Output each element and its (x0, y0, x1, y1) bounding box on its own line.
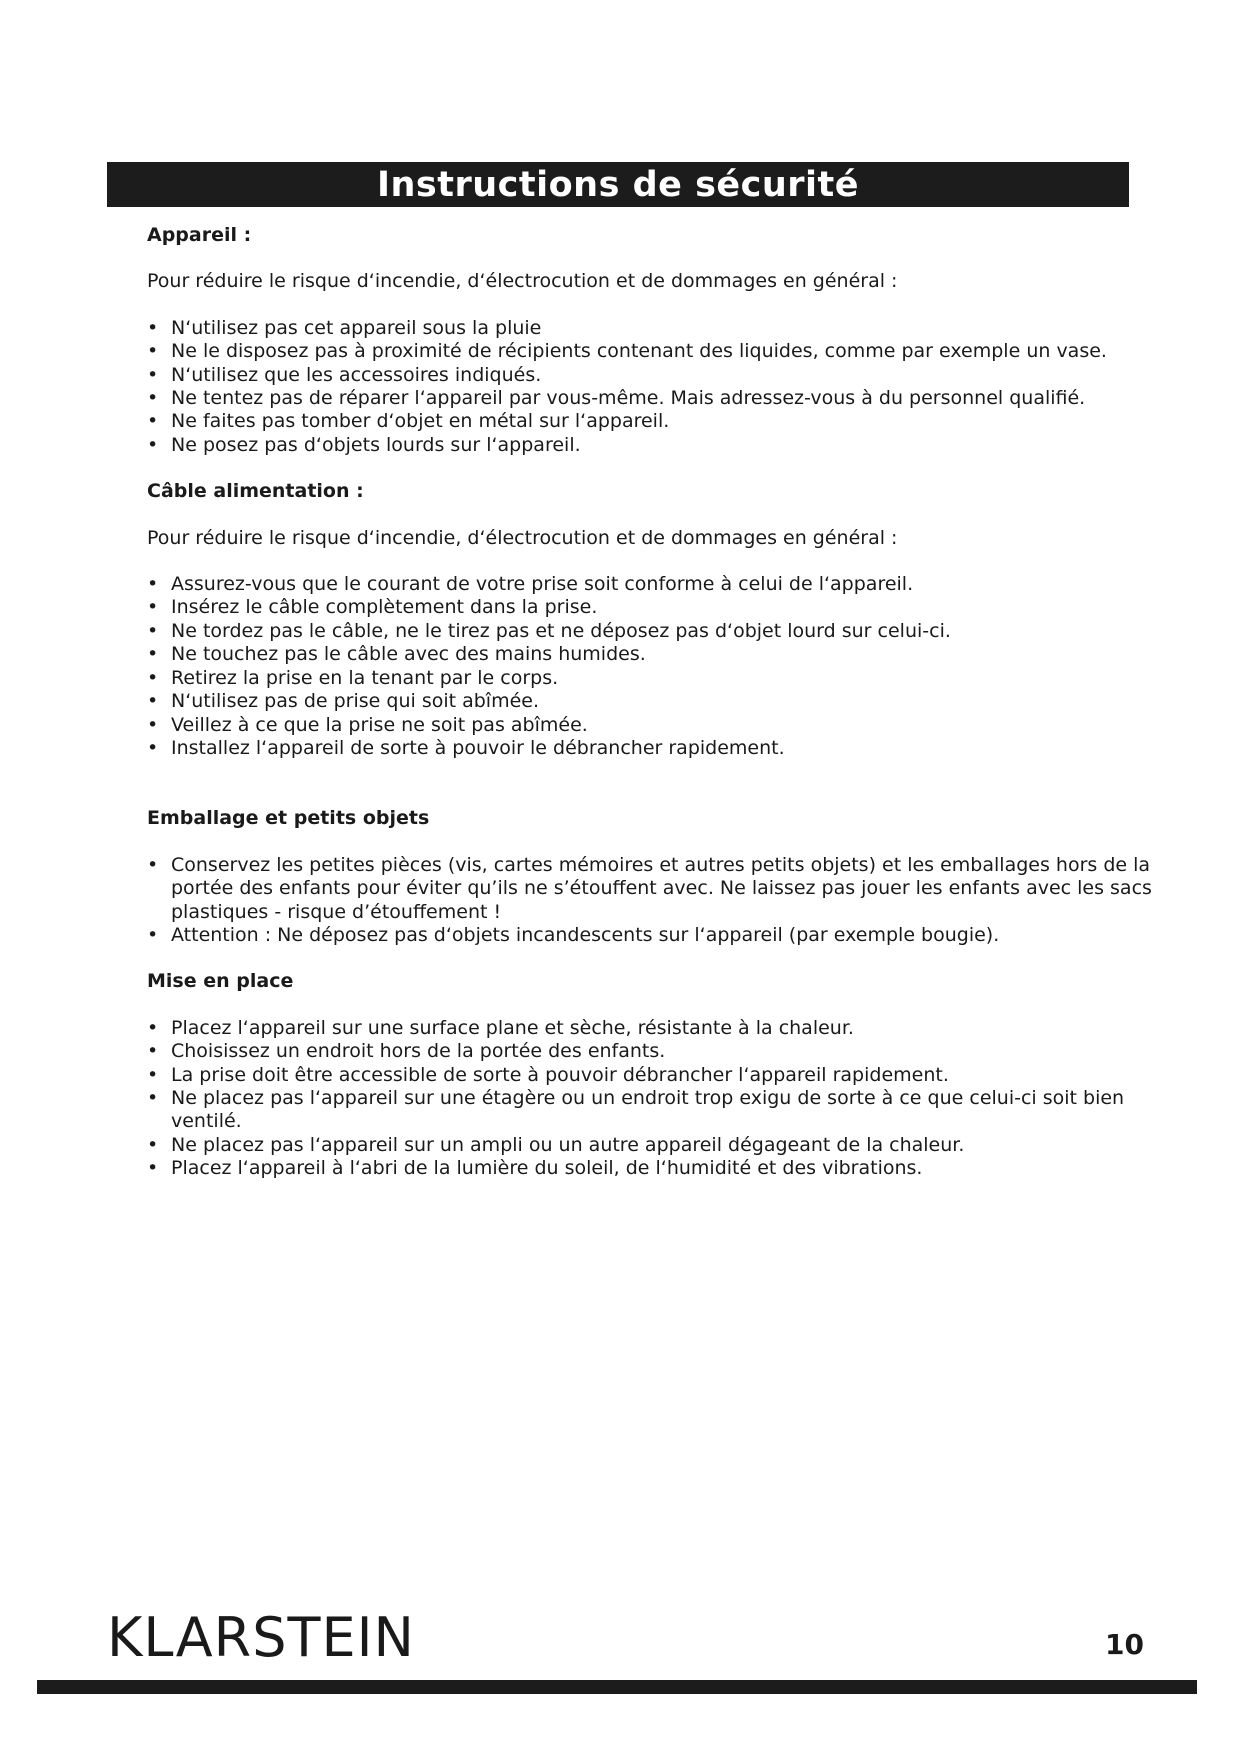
bullet-list-mise-en-place (147, 1017, 1157, 1181)
list-item: • Ne placez pas l‘appareil sur un ampli ou un autre appareil dégageant de la chaleur. (147, 1134, 1157, 1157)
section-intro-cable: Pour réduire le risque d‘incendie, d‘électrocution et de dommages en général : (147, 526, 898, 549)
list-item: • Assurez-vous que le courant de votre prise soit conforme à celui de l‘appareil. (147, 573, 1157, 596)
section-intro-appareil: Pour réduire le risque d‘incendie, d‘électrocution et de dommages en général : (147, 270, 898, 293)
list-item: • Ne tentez pas de réparer l‘appareil par vous-même. Mais adressez-vous à du personnel qualifié. (147, 387, 1157, 410)
brand-logo: KLARSTEIN (107, 1606, 415, 1669)
section-heading-mise-en-place: Mise en place (147, 970, 294, 993)
bullet-list-emballage (147, 854, 1157, 948)
page-title: Instructions de sécurité (107, 162, 1129, 207)
list-item: • Placez l‘appareil sur une surface plane et sèche, résistante à la chaleur. (147, 1017, 1157, 1040)
list-item: • Ne faites pas tomber d‘objet en métal sur l‘appareil. (147, 410, 1157, 433)
list-item: • Insérez le câble complètement dans la prise. (147, 596, 1157, 619)
list-item: • Ne tordez pas le câble, ne le tirez pas et ne déposez pas d‘objet lourd sur celui-ci. (147, 620, 1157, 643)
section-heading-cable: Câble alimentation : (147, 480, 364, 503)
list-item: • Conservez les petites pièces (vis, cartes mémoires et autres petits objets) et les emballages hors de la portée des enfants pour éviter qu’ils ne s’étouffent avec. Ne laissez pas jouer les enfants avec les sacs plastiques - risque d’étouffement ! (147, 854, 1157, 924)
list-item: • Veillez à ce que la prise ne soit pas abîmée. (147, 714, 1157, 737)
list-item: • Ne posez pas d‘objets lourds sur l‘appareil. (147, 434, 1157, 457)
list-item: • Ne touchez pas le câble avec des mains humides. (147, 643, 1157, 666)
list-item: • Choisissez un endroit hors de la portée des enfants. (147, 1040, 1157, 1063)
list-item: • N‘utilisez pas de prise qui soit abîmée. (147, 690, 1157, 713)
list-item: • Installez l‘appareil de sorte à pouvoir le débrancher rapidement. (147, 737, 1157, 760)
list-item: • N‘utilisez pas cet appareil sous la pluie (147, 317, 1157, 340)
list-item: • Ne le disposez pas à proximité de récipients contenant des liquides, comme par exemple un vase. (147, 340, 1157, 363)
list-item: • Placez l‘appareil à l‘abri de la lumière du soleil, de l‘humidité et des vibrations. (147, 1157, 1157, 1180)
list-item: • La prise doit être accessible de sorte à pouvoir débrancher l‘appareil rapidement. (147, 1064, 1157, 1087)
list-item: • Ne placez pas l‘appareil sur une étagère ou un endroit trop exigu de sorte à ce que celui-ci soit bien ventilé. (147, 1087, 1157, 1134)
list-item: • Retirez la prise en la tenant par le corps. (147, 667, 1157, 690)
bullet-list-appareil (147, 317, 1157, 457)
document-body (147, 224, 1157, 1181)
page-number: 10 (1105, 1628, 1144, 1661)
bullet-list-cable (147, 573, 1157, 760)
section-heading-emballage: Emballage et petits objets (147, 807, 430, 830)
list-item: • Attention : Ne déposez pas d‘objets incandescents sur l‘appareil (par exemple bougie). (147, 924, 1157, 947)
section-heading-appareil: Appareil : (147, 224, 252, 246)
footer-divider (37, 1680, 1197, 1694)
list-item: • N‘utilisez que les accessoires indiqués. (147, 364, 1157, 387)
